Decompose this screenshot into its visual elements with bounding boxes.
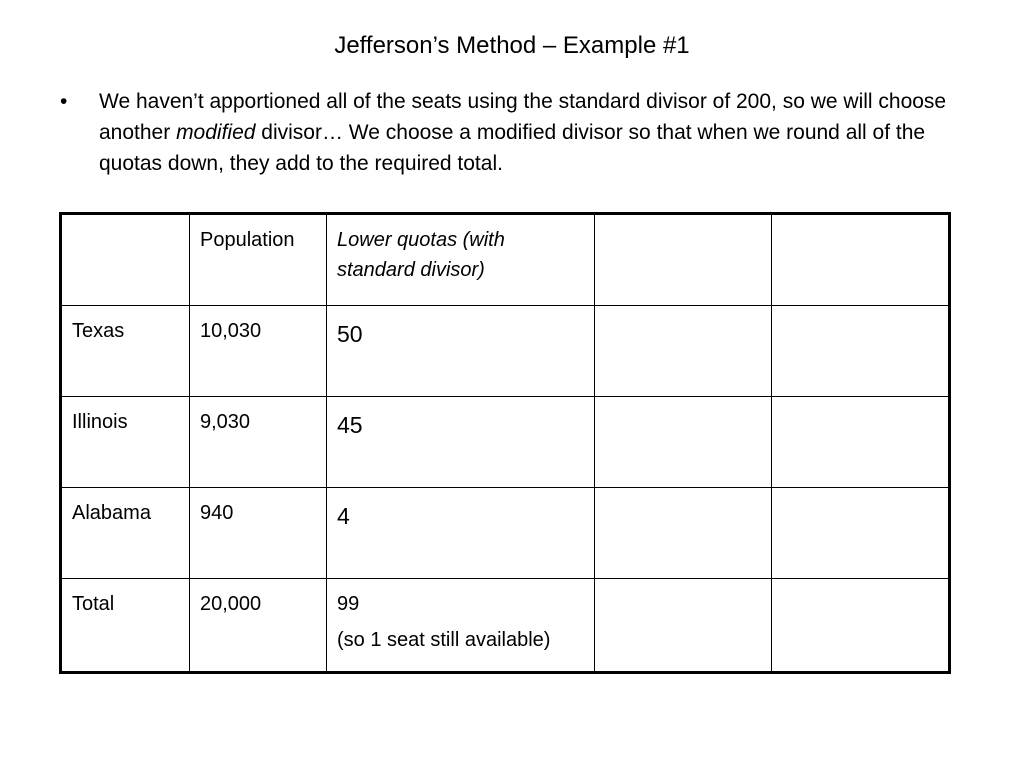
bullet-point — [60, 86, 980, 179]
cell-empty — [595, 488, 772, 579]
cell-empty — [772, 579, 950, 673]
table-header-row — [61, 214, 950, 306]
cell-population: 10,030 — [190, 306, 327, 397]
cell-total-lower-quota — [327, 579, 595, 673]
table-row-texas — [61, 306, 950, 397]
total-lower-quota-value: 99 — [337, 593, 360, 615]
lower-quota-value: 50 — [337, 321, 363, 347]
cell-state: Illinois — [61, 397, 190, 488]
lower-quota-value: 4 — [337, 503, 350, 529]
cell-population: 9,030 — [190, 397, 327, 488]
header-cell-empty-1 — [595, 214, 772, 306]
header-cell-state — [61, 214, 190, 306]
bullet-marker: • — [60, 90, 68, 113]
cell-population: 940 — [190, 488, 327, 579]
cell-lower-quota — [327, 306, 595, 397]
bullet-italic-word: modified — [176, 121, 256, 144]
cell-lower-quota — [327, 488, 595, 579]
table-row-illinois — [61, 397, 950, 488]
cell-empty — [595, 306, 772, 397]
table-row-total — [61, 579, 950, 673]
cell-state: Alabama — [61, 488, 190, 579]
header-cell-lower-quotas: Lower quotas (with standard divisor) — [327, 214, 595, 306]
header-cell-population: Population — [190, 214, 327, 306]
total-note: (so 1 seat still available) — [337, 629, 551, 651]
cell-empty — [595, 397, 772, 488]
cell-total-population: 20,000 — [190, 579, 327, 673]
cell-state: Texas — [61, 306, 190, 397]
header-cell-empty-2 — [772, 214, 950, 306]
bullet-text-before: We haven’t apportioned all of the seats using the standard divisor of 200, so we will choose another — [99, 90, 947, 144]
cell-lower-quota — [327, 397, 595, 488]
bullet-text-after: divisor… We choose a modified divisor so that when we round all of the quotas down, they add to the required total. — [99, 121, 926, 175]
slide-title: Jefferson’s Method – Example #1 — [334, 32, 690, 59]
lower-quota-value: 45 — [337, 412, 363, 438]
cell-empty — [595, 579, 772, 673]
bullet-text — [99, 86, 980, 179]
apportionment-table — [59, 212, 951, 674]
cell-total-label: Total — [61, 579, 190, 673]
cell-empty — [772, 488, 950, 579]
table-row-alabama — [61, 488, 950, 579]
cell-empty — [772, 306, 950, 397]
cell-empty — [772, 397, 950, 488]
